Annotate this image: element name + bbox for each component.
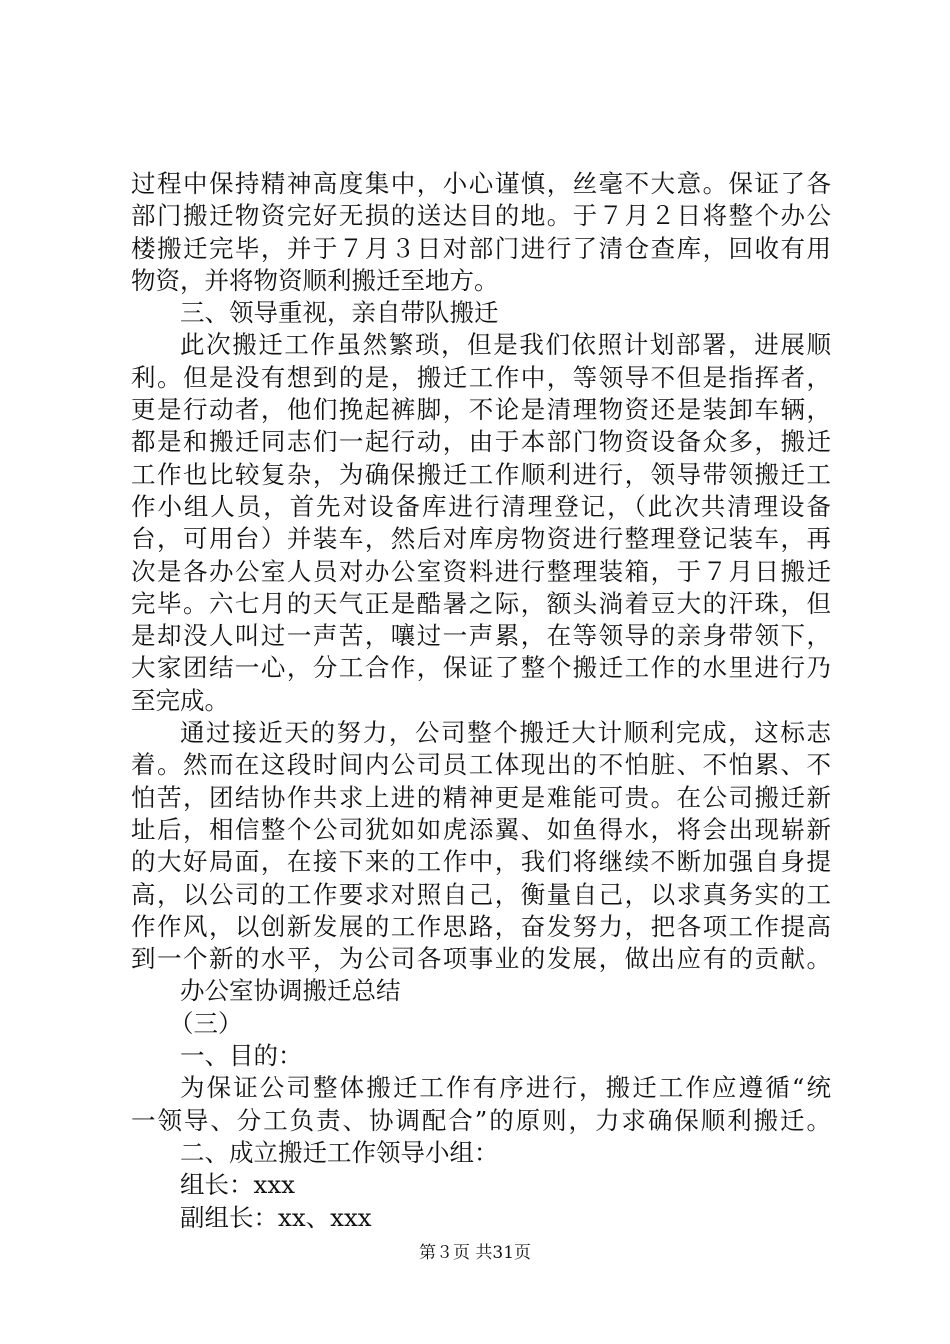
paragraph-line: 怕苦，团结协作共求上进的精神更是难能可贵。在公司搬迁新 (131, 782, 831, 812)
paragraph-line: 作小组人员，首先对设备库进行清理登记，（此次共清理设备 (131, 491, 831, 521)
paragraph-line: 部门搬迁物资完好无损的送达目的地。于７月２日将整个办公 (131, 201, 831, 231)
paragraph-line: 都是和搬迁同志们一起行动，由于本部门物资设备众多，搬迁 (131, 427, 831, 457)
paragraph-line: 着。然而在这段时间内公司员工体现出的不怕脏、不怕累、不 (131, 750, 831, 780)
paragraph-line: 楼搬迁完毕，并于７月３日对部门进行了清仓查库，回收有用 (131, 233, 831, 263)
paragraph-line: 此次搬迁工作虽然繁琐，但是我们依照计划部署，进展顺 (180, 330, 831, 360)
paragraph-line: 更是行动者，他们挽起裤脚，不论是清理物资还是装卸车辆， (131, 395, 831, 425)
paragraph-line: 工作也比较复杂，为确保搬迁工作顺利进行，领导带领搬迁工 (131, 459, 831, 489)
paragraph-line: 是却没人叫过一声苦，嚷过一声累，在等领导的亲身带领下， (131, 621, 831, 651)
paragraph-line: 址后，相信整个公司犹如如虎添翼、如鱼得水，将会出现崭新 (131, 814, 831, 844)
list-item: 组长：xxx (180, 1170, 295, 1200)
list-item: 副组长：xx、xxx (180, 1202, 372, 1232)
section-heading: 二、成立搬迁工作领导小组： (180, 1137, 499, 1167)
document-body (131, 168, 831, 1234)
paragraph-line: 的大好局面，在接下来的工作中，我们将继续不断加强自身提 (131, 847, 831, 877)
paragraph-line: 完毕。六七月的天气正是酷暑之际，额头淌着豆大的汗珠，但 (131, 588, 831, 618)
section-number: （三） (169, 1008, 243, 1038)
paragraph-line: 通过接近天的努力，公司整个搬迁大计顺利完成，这标志 (180, 718, 831, 748)
section-heading: 一、目的： (180, 1041, 303, 1071)
document-subtitle: 办公室协调搬迁总结 (180, 976, 401, 1006)
paragraph-line: 作作风，以创新发展的工作思路，奋发努力，把各项工作提高 (131, 911, 831, 941)
paragraph-line: 大家团结一心，分工合作，保证了整个搬迁工作的水里进行乃 (131, 653, 831, 683)
paragraph-line: 到一个新的水平，为公司各项事业的发展，做出应有的贡献。 (131, 944, 831, 974)
section-heading: 三、领导重视，亲自带队搬迁 (180, 298, 499, 328)
paragraph-line: 次是各办公室人员对办公室资料进行整理装箱，于７月日搬迁 (131, 556, 831, 586)
paragraph-line: 利。但是没有想到的是，搬迁工作中，等领导不但是指挥者， (131, 362, 831, 392)
paragraph-line: 台，可用台）并装车，然后对库房物资进行整理登记装车，再 (131, 524, 831, 554)
paragraph-line: 物资，并将物资顺利搬迁至地方。 (131, 265, 499, 295)
paragraph-line: 为保证公司整体搬迁工作有序进行，搬迁工作应遵循“统 (180, 1073, 831, 1103)
paragraph-line: 一领导、分工负责、协调配合”的原则，力求确保顺利搬迁。 (131, 1105, 831, 1135)
paragraph-line: 至完成。 (131, 685, 229, 715)
paragraph-line: 过程中保持精神高度集中，小心谨慎，丝毫不大意。保证了各 (131, 169, 831, 198)
paragraph-line: 高，以公司的工作要求对照自己，衡量自己，以求真务实的工 (131, 879, 831, 909)
page-number-footer: 第３页 共31页 (418, 1243, 532, 1263)
